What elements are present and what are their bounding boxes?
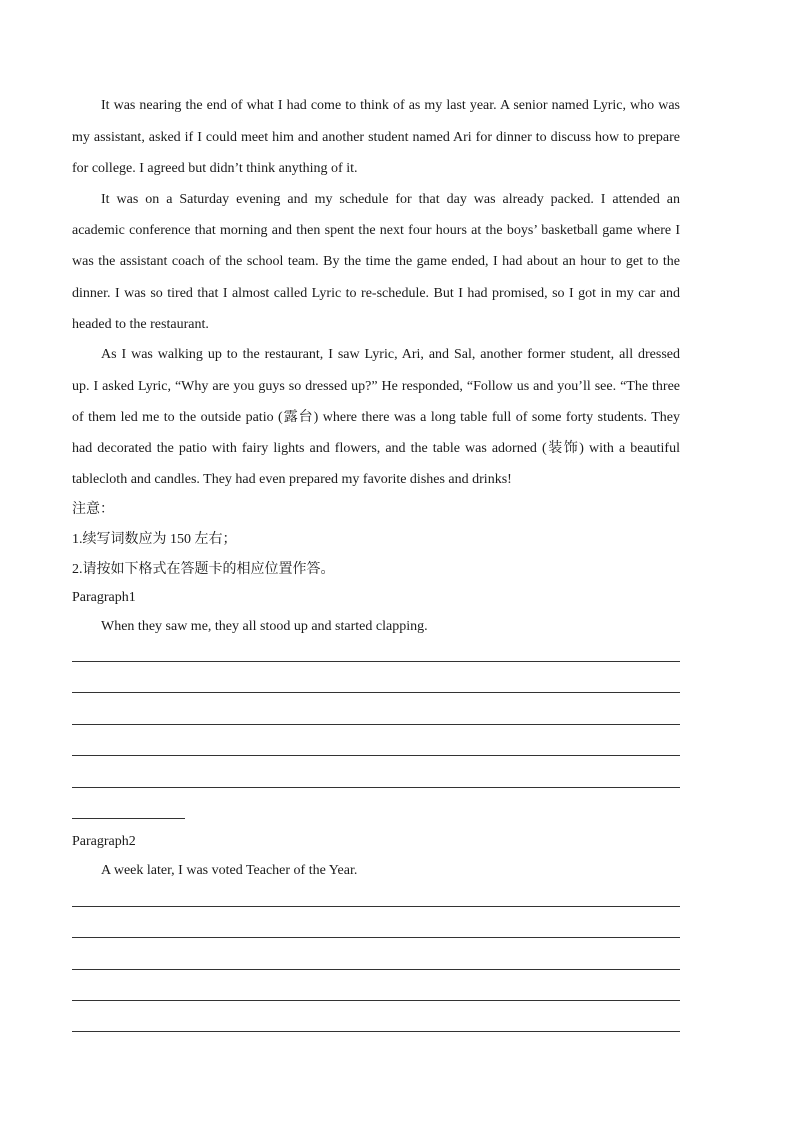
passage-line: It was on a Saturday evening and my schedule for that day was already packed. I attended an bbox=[101, 192, 680, 207]
passage-line: my assistant, asked if I could meet him and another student named Ari for dinner to discuss how to prepare bbox=[72, 130, 680, 145]
answer-line-short[interactable] bbox=[72, 818, 185, 819]
paragraph2-label: Paragraph2 bbox=[72, 834, 136, 849]
answer-line[interactable] bbox=[72, 969, 680, 970]
passage-line: up. I asked Lyric, “Why are you guys so dressed up?” He responded, “Follow us and you’ll see. “The three bbox=[72, 379, 680, 394]
paragraph1-label: Paragraph1 bbox=[72, 590, 136, 605]
answer-line[interactable] bbox=[72, 692, 680, 693]
answer-line[interactable] bbox=[72, 724, 680, 725]
passage-line: was the assistant coach of the school team. By the time the game ended, I had about an hour to get to the bbox=[72, 254, 680, 269]
notes-item: 1.续写词数应为 150 左右； bbox=[72, 532, 237, 547]
passage-line: for college. I agreed but didn’t think anything of it. bbox=[72, 161, 358, 176]
passage-line: dinner. I was so tired that I almost called Lyric to re-schedule. But I had promised, so I got in my car and bbox=[72, 286, 680, 301]
passage-line: tablecloth and candles. They had even prepared my favorite dishes and drinks! bbox=[72, 472, 512, 487]
answer-line[interactable] bbox=[72, 661, 680, 662]
answer-line[interactable] bbox=[72, 1000, 680, 1001]
passage-line: had decorated the patio with fairy lights and flowers, and the table was adorned (装饰) with a beautiful bbox=[72, 441, 680, 456]
answer-line[interactable] bbox=[72, 755, 680, 756]
answer-line[interactable] bbox=[72, 906, 680, 907]
paragraph1-opening: When they saw me, they all stood up and started clapping. bbox=[101, 619, 428, 634]
passage-line: academic conference that morning and then spent the next four hours at the boys’ basketball game where I bbox=[72, 223, 680, 238]
answer-line[interactable] bbox=[72, 1031, 680, 1032]
passage-line: It was nearing the end of what I had come to think of as my last year. A senior named Lyric, who was bbox=[101, 98, 680, 113]
passage-line: of them led me to the outside patio (露台) where there was a long table full of some forty students. They bbox=[72, 410, 680, 425]
passage-line: headed to the restaurant. bbox=[72, 317, 209, 332]
notes-heading: 注意： bbox=[72, 502, 114, 517]
passage-line: As I was walking up to the restaurant, I saw Lyric, Ari, and Sal, another former student, all dressed bbox=[101, 347, 680, 362]
paragraph2-opening: A week later, I was voted Teacher of the Year. bbox=[101, 863, 358, 878]
notes-item: 2.请按如下格式在答题卡的相应位置作答。 bbox=[72, 562, 335, 577]
answer-line[interactable] bbox=[72, 787, 680, 788]
answer-line[interactable] bbox=[72, 937, 680, 938]
